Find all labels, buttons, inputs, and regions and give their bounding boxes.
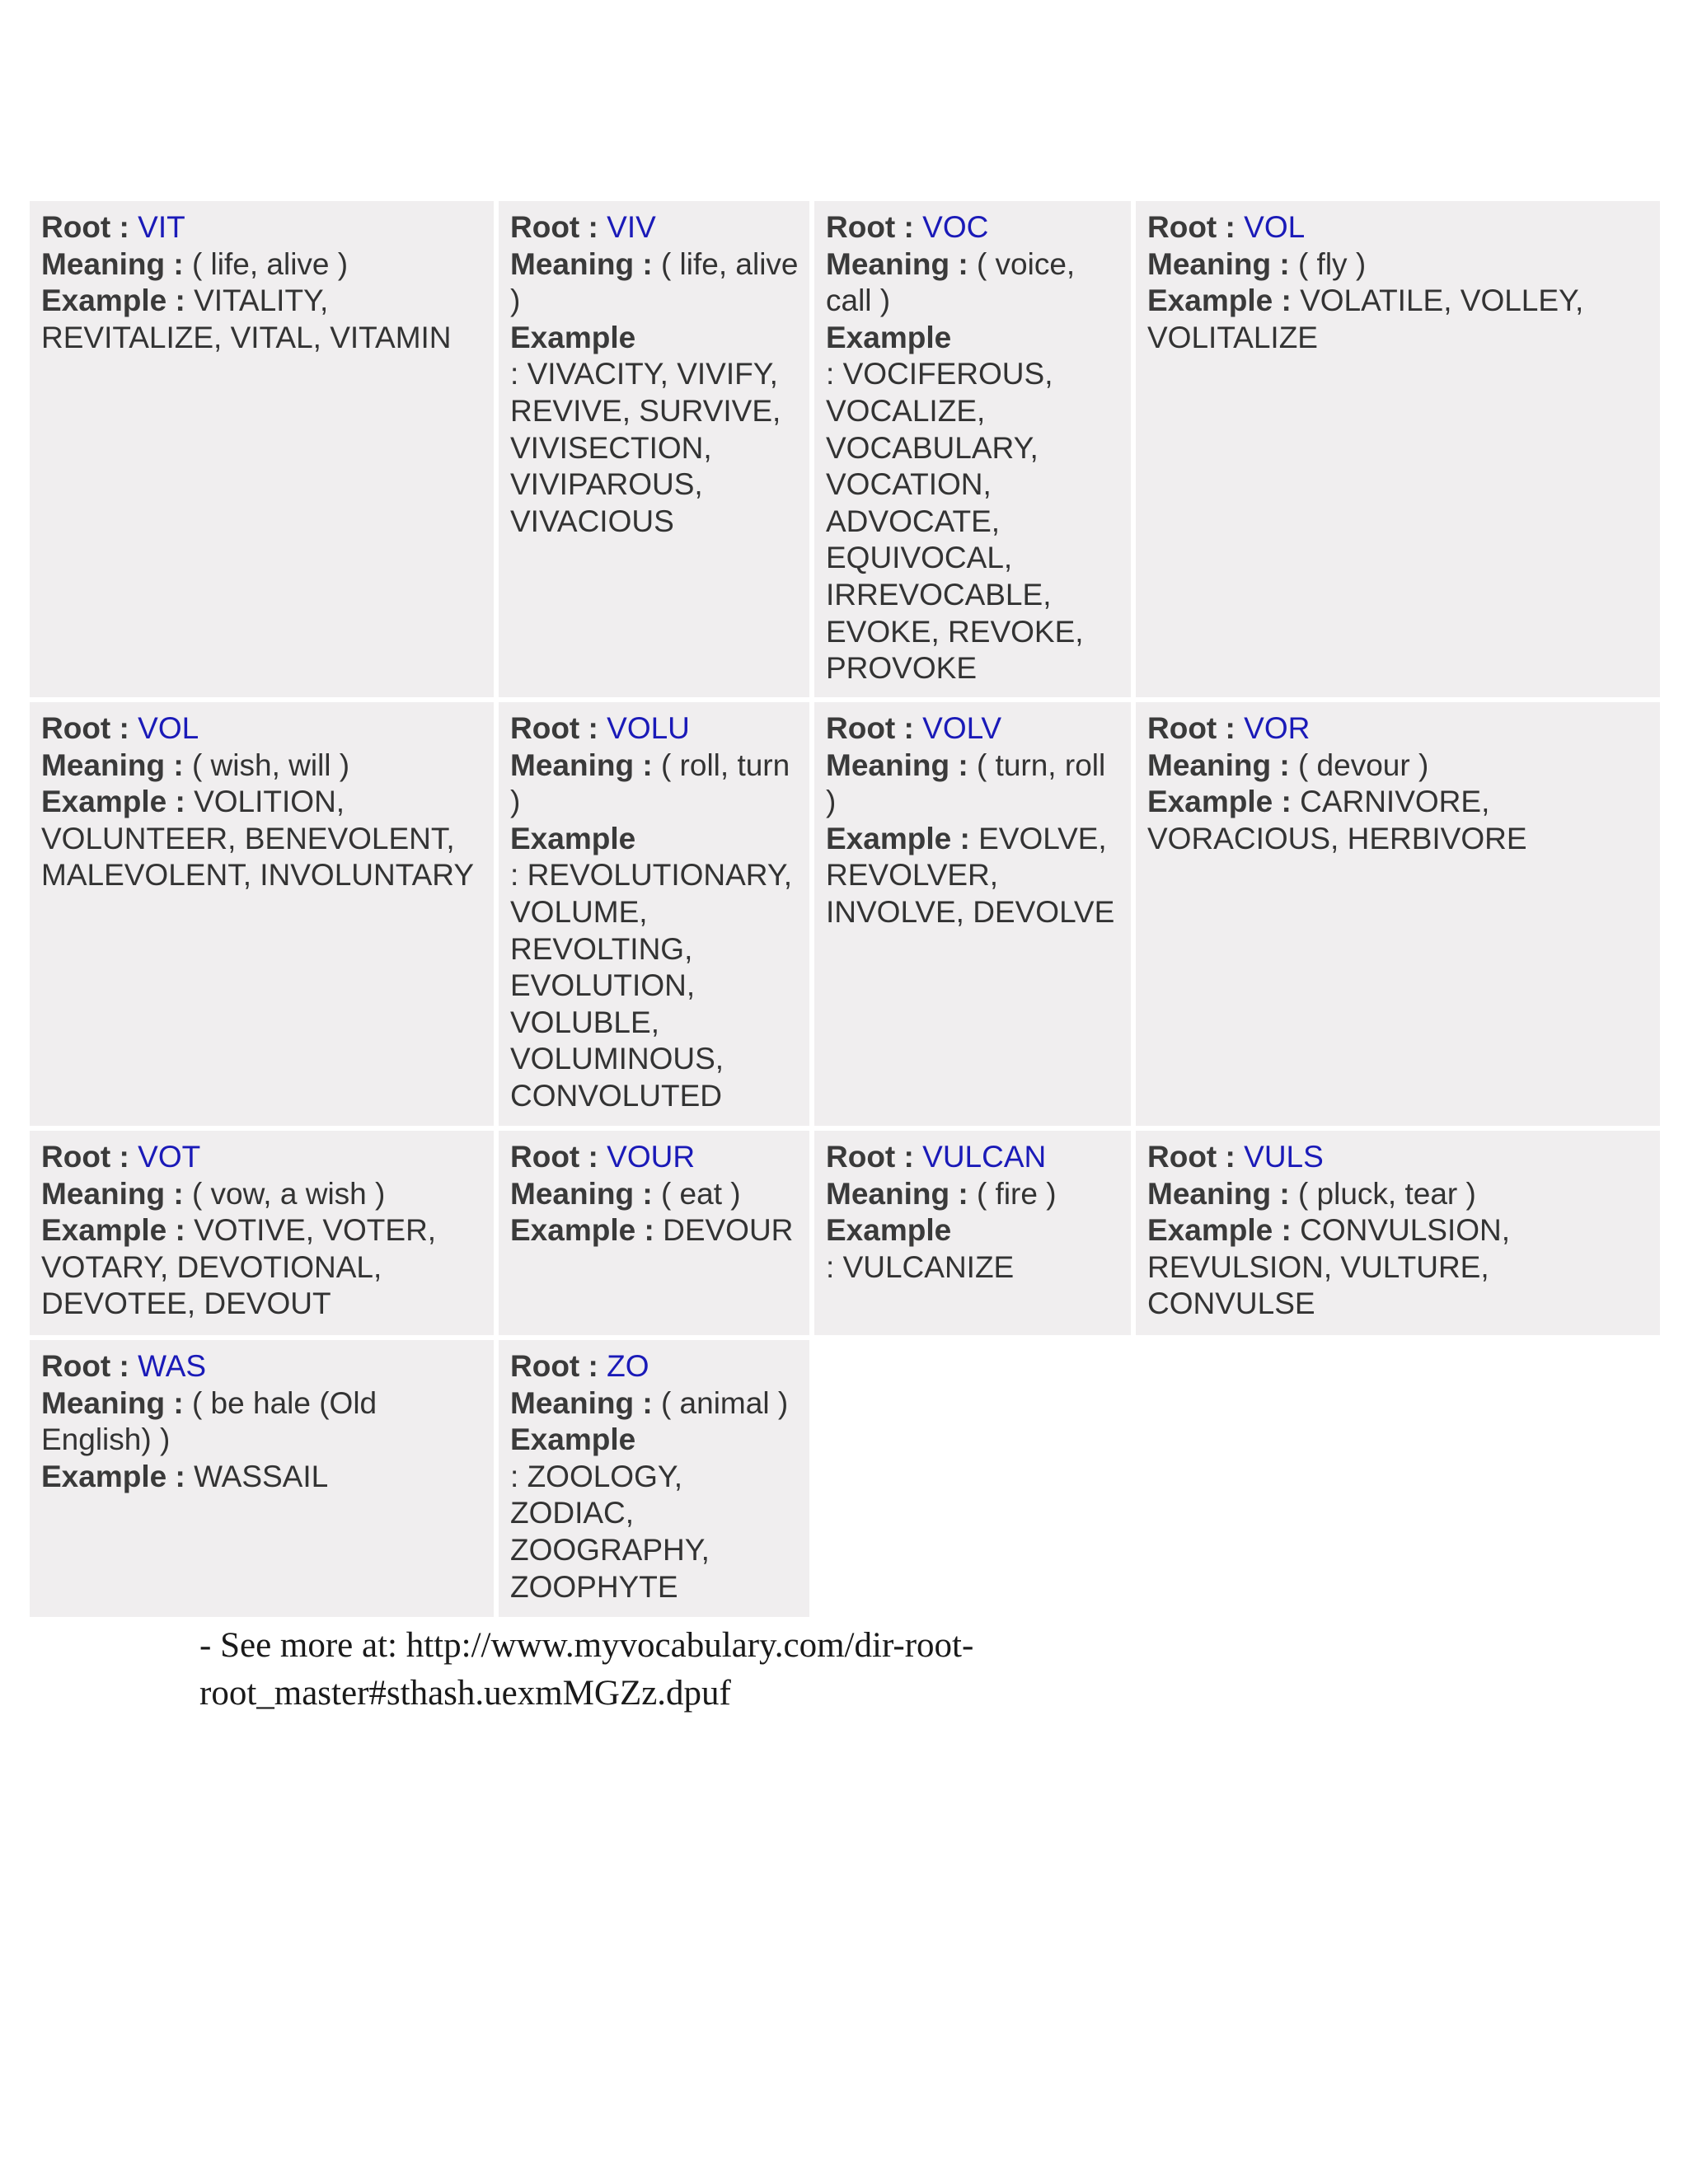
meaning-label: Meaning : xyxy=(1147,1176,1290,1211)
root-value: ZO xyxy=(607,1349,649,1383)
root-value: VOUR xyxy=(607,1140,696,1174)
example-label: Example xyxy=(510,1213,636,1248)
table-cell: Root : VOL Meaning : ( wish, will ) Example : VOLITION, VOLUNTEER, BENEVOLENT, MALEVOLENT, INVOLUNTARY xyxy=(30,702,494,1126)
meaning-value: ( vow, a wish ) xyxy=(191,1176,386,1211)
meaning-label: Meaning : xyxy=(510,246,653,281)
example-label: Example xyxy=(1147,785,1273,819)
example-label: Example xyxy=(1147,1213,1273,1248)
example-value: VOCIFEROUS, VOCALIZE, VOCABULARY, VOCATION, ADVOCATE, EQUIVOCAL, IRREVOCABLE, EVOKE, REVOKE, PROVOKE xyxy=(826,357,1084,686)
empty-cell xyxy=(814,1340,1131,1617)
meaning-value: ( wish, will ) xyxy=(191,748,350,782)
meaning-value: ( fire ) xyxy=(976,1176,1057,1211)
meaning-value: ( turn, roll ) xyxy=(826,748,1106,819)
table-cell: Root : ZO Meaning : ( animal ) Example : ZOOLOGY, ZODIAC, ZOOGRAPHY, ZOOPHYTE xyxy=(499,1340,809,1617)
meaning-label: Meaning : xyxy=(41,246,184,281)
example-value: VIVACITY, VIVIFY, REVIVE, SURVIVE, VIVISECTION, VIVIPAROUS, VIVACIOUS xyxy=(510,357,781,538)
root-value: WAS xyxy=(138,1349,207,1383)
root-value: VULCAN xyxy=(922,1140,1047,1174)
example-value: VOTIVE, VOTER, VOTARY, DEVOTIONAL, DEVOTEE, DEVOUT xyxy=(41,1213,437,1321)
root-value: VOR xyxy=(1244,711,1311,745)
meaning-label: Meaning : xyxy=(826,748,968,782)
meaning-value: ( pluck, tear ) xyxy=(1297,1176,1476,1211)
table-cell: Root : VOUR Meaning : ( eat ) Example : DEVOUR xyxy=(499,1131,809,1335)
root-label: Root : xyxy=(510,1349,598,1383)
source-footnote xyxy=(199,1622,1106,1718)
root-value: VULS xyxy=(1244,1140,1324,1174)
root-label: Root : xyxy=(41,711,129,745)
footnote-line: root_master#sthash.uexmMGZz.dpuf xyxy=(199,1674,731,1713)
root-label: Root : xyxy=(826,210,914,244)
root-value: VIV xyxy=(607,210,656,244)
meaning-label: Meaning : xyxy=(826,1176,968,1211)
root-label: Root : xyxy=(41,210,129,244)
root-value: VOLU xyxy=(607,711,690,745)
table-cell: Root : VOLV Meaning : ( turn, roll ) Example : EVOLVE, REVOLVER, INVOLVE, DEVOLVE xyxy=(814,702,1131,1126)
example-value: WASSAIL xyxy=(194,1459,329,1493)
meaning-label: Meaning : xyxy=(41,1385,184,1420)
example-label: Example xyxy=(41,284,167,318)
meaning-value: ( animal ) xyxy=(660,1385,789,1420)
root-table xyxy=(30,201,1658,1617)
root-value: VOL xyxy=(138,711,199,745)
root-label: Root : xyxy=(1147,210,1236,244)
example-value: REVOLUTIONARY, VOLUME, REVOLTING, EVOLUTION, VOLUBLE, VOLUMINOUS, CONVOLUTED xyxy=(510,858,793,1113)
meaning-label: Meaning : xyxy=(826,246,968,281)
table-cell: Root : VOL Meaning : ( fly ) Example : VOLATILE, VOLLEY, VOLITALIZE xyxy=(1136,201,1660,697)
root-label: Root : xyxy=(510,1140,598,1174)
example-value: CONVULSION, REVULSION, VULTURE, CONVULSE xyxy=(1147,1213,1511,1321)
example-label: Example xyxy=(41,1213,167,1248)
table-cell: Root : VOLU Meaning : ( roll, turn ) Example : REVOLUTIONARY, VOLUME, REVOLTING, EVOLUTION, VOLUBLE, VOLUMINOUS, CONVOLUTED xyxy=(499,702,809,1126)
root-value: VOC xyxy=(922,210,989,244)
footnote-line: - See more at: http://www.myvocabulary.com/dir-root- xyxy=(199,1626,974,1665)
meaning-value: ( roll, turn ) xyxy=(510,748,790,819)
meaning-value: ( devour ) xyxy=(1297,748,1429,782)
meaning-value: ( life, alive ) xyxy=(510,246,799,318)
example-label: Example xyxy=(510,1422,636,1457)
empty-cell xyxy=(1136,1340,1660,1617)
table-cell: Root : VOR Meaning : ( devour ) Example : CARNIVORE, VORACIOUS, HERBIVORE xyxy=(1136,702,1660,1126)
table-cell: Root : VIV Meaning : ( life, alive ) Example : VIVACITY, VIVIFY, REVIVE, SURVIVE, VIVISECTION, VIVIPAROUS, VIVACIOUS xyxy=(499,201,809,697)
meaning-label: Meaning : xyxy=(41,1176,184,1211)
root-label: Root : xyxy=(826,1140,914,1174)
meaning-label: Meaning : xyxy=(41,748,184,782)
table-cell: Root : WAS Meaning : ( be hale (Old English) ) Example : WASSAIL xyxy=(30,1340,494,1617)
meaning-value: ( voice, call ) xyxy=(826,246,1076,318)
example-label: Example xyxy=(826,1213,952,1248)
root-label: Root : xyxy=(41,1349,129,1383)
meaning-label: Meaning : xyxy=(510,1176,653,1211)
example-value: VOLATILE, VOLLEY, VOLITALIZE xyxy=(1147,284,1584,354)
table-cell: Root : VOC Meaning : ( voice, call ) Example : VOCIFEROUS, VOCALIZE, VOCABULARY, VOCATION, ADVOCATE, EQUIVOCAL, IRREVOCABLE, EVOKE, REVOKE, PROVOKE xyxy=(814,201,1131,697)
table-cell: Root : VULCAN Meaning : ( fire ) Example : VULCANIZE xyxy=(814,1131,1131,1335)
example-value: ZOOLOGY, ZODIAC, ZOOGRAPHY, ZOOPHYTE xyxy=(510,1459,710,1604)
root-label: Root : xyxy=(510,711,598,745)
meaning-label: Meaning : xyxy=(510,1385,653,1420)
root-label: Root : xyxy=(41,1140,129,1174)
example-label: Example xyxy=(826,320,952,354)
root-value: VOLV xyxy=(922,711,1002,745)
meaning-value: ( eat ) xyxy=(660,1176,741,1211)
example-label: Example xyxy=(826,821,952,855)
root-label: Root : xyxy=(1147,1140,1236,1174)
example-label: Example xyxy=(510,320,636,354)
example-value: DEVOUR xyxy=(663,1213,794,1248)
root-label: Root : xyxy=(510,210,598,244)
example-label: Example xyxy=(510,821,636,855)
example-label: Example xyxy=(1147,284,1273,318)
example-value: VULCANIZE xyxy=(842,1249,1015,1284)
example-value: VOLITION, VOLUNTEER, BENEVOLENT, MALEVOLENT, INVOLUNTARY xyxy=(41,785,474,893)
table-cell: Root : VULS Meaning : ( pluck, tear ) Example : CONVULSION, REVULSION, VULTURE, CONVULSE xyxy=(1136,1131,1660,1335)
example-label: Example xyxy=(41,785,167,819)
example-value: CARNIVORE, VORACIOUS, HERBIVORE xyxy=(1147,785,1527,855)
meaning-label: Meaning : xyxy=(510,748,653,782)
example-label: Example xyxy=(41,1459,167,1493)
root-label: Root : xyxy=(1147,711,1236,745)
root-value: VOT xyxy=(138,1140,201,1174)
root-value: VOL xyxy=(1244,210,1306,244)
root-value: VIT xyxy=(138,210,185,244)
meaning-value: ( fly ) xyxy=(1297,246,1367,281)
meaning-label: Meaning : xyxy=(1147,748,1290,782)
meaning-value: ( life, alive ) xyxy=(191,246,349,281)
example-value: EVOLVE, REVOLVER, INVOLVE, DEVOLVE xyxy=(826,821,1115,929)
meaning-label: Meaning : xyxy=(1147,246,1290,281)
meaning-value: ( be hale (Old English) ) xyxy=(41,1385,377,1457)
table-cell: Root : VIT Meaning : ( life, alive ) Example : VITALITY, REVITALIZE, VITAL, VITAMIN xyxy=(30,201,494,697)
root-label: Root : xyxy=(826,711,914,745)
example-value: VITALITY, REVITALIZE, VITAL, VITAMIN xyxy=(41,284,452,354)
table-cell: Root : VOT Meaning : ( vow, a wish ) Example : VOTIVE, VOTER, VOTARY, DEVOTIONAL, DEVOTEE, DEVOUT xyxy=(30,1131,494,1335)
